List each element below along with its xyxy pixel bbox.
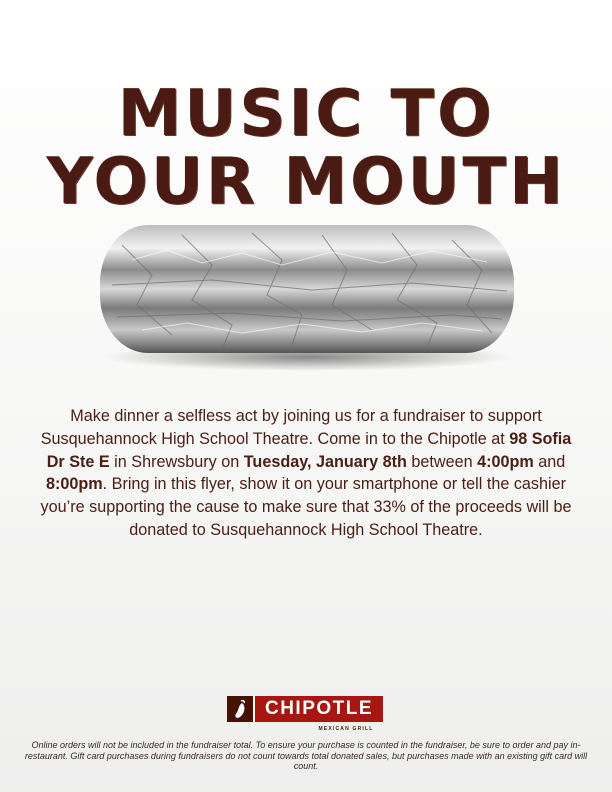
headline-line-1: MUSIC TO	[117, 77, 495, 151]
logo-subtitle: MEXICAN GRILL	[318, 726, 374, 732]
end-time: 8:00pm	[45, 475, 103, 494]
restaurant-address: 98 Sofia Dr Ste E	[46, 429, 572, 471]
footer-disclaimer: Online orders will not be included in the fundraiser total. To ensure your purchase is counted in the fundraiser, be sure to order and pay in-restaurant. Gift card purchases during fundraisers do not count towards total donated sales, but purchases made with an existing gift card will count.	[24, 740, 588, 771]
foil-burrito-image	[92, 205, 522, 375]
description-text-3: between	[406, 452, 478, 471]
event-date: Tuesday, January 8th	[243, 452, 407, 471]
start-time: 4:00pm	[477, 452, 534, 471]
chipotle-wordmark: CHIPOTLE	[255, 696, 383, 722]
description-text-4: and	[533, 452, 566, 471]
chipotle-logo	[227, 696, 383, 722]
description-text-5: . Bring in this flyer, show it on your smartphone or tell the cashier you’re supporting the cause to make sure that 33% of the proceeds will be donated to Susquehannock High School Theatre.	[40, 475, 572, 539]
chili-pepper-icon	[227, 696, 253, 722]
description-text-2: in Shrewsbury on	[109, 452, 244, 471]
headline-line-2: YOUR MOUTH	[46, 145, 566, 219]
description-text-1: Make dinner a selfless act by joining us for a fundraiser to support Susquehannock High School Theatre. Come in to the Chipotle at	[40, 407, 542, 448]
fundraiser-description	[40, 405, 572, 542]
